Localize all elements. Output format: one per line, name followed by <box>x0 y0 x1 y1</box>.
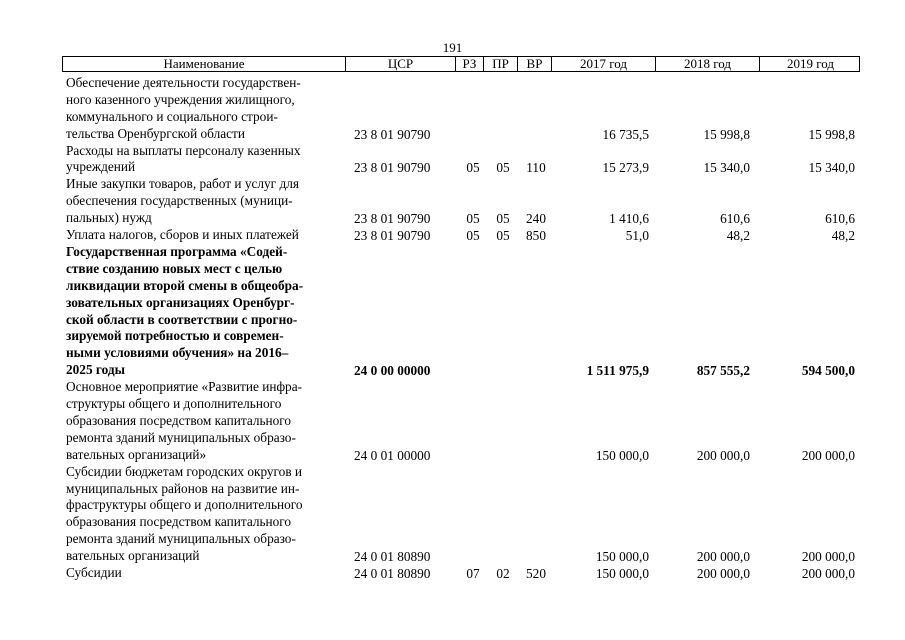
row-rz <box>462 447 484 464</box>
row-rz: 07 <box>466 565 480 581</box>
row-name <box>66 565 341 582</box>
table-row <box>0 244 905 379</box>
row-rz: 05 <box>466 211 480 227</box>
row-pr <box>492 362 514 379</box>
header-vr: ВР <box>518 57 552 71</box>
row-name-line: учреждений <box>66 159 136 175</box>
table-row <box>0 176 905 227</box>
table-row <box>0 227 905 244</box>
row-name <box>66 244 341 379</box>
row-vr <box>521 362 551 379</box>
row-rz <box>462 362 484 379</box>
page-number: 191 <box>442 40 463 55</box>
row-2019: 200 000,0 <box>801 447 855 463</box>
row-pr: 02 <box>496 565 510 581</box>
header-csr: ЦСР <box>346 57 456 71</box>
row-2019: 200 000,0 <box>801 549 855 565</box>
row-2018: 48,2 <box>726 227 750 243</box>
row-name-line: тельства Оренбургской области <box>66 125 245 141</box>
header-2017: 2017 год <box>552 57 656 71</box>
row-vr: 850 <box>526 227 546 243</box>
row-2018: 610,6 <box>720 211 750 227</box>
row-2019: 48,2 <box>831 227 855 243</box>
row-name-line: обеспечения государственных (муници- <box>66 193 293 209</box>
row-pr: 05 <box>496 160 510 176</box>
row-pr <box>492 447 514 464</box>
row-2018: 200 000,0 <box>696 447 750 463</box>
row-vr <box>521 548 551 565</box>
row-name-line: вательных организаций <box>66 548 200 564</box>
row-2018: 15 998,8 <box>703 126 750 142</box>
row-vr: 240 <box>526 211 546 227</box>
row-pr <box>492 548 514 565</box>
row-vr <box>521 447 551 464</box>
table-row <box>0 143 905 177</box>
row-name-line: Государственная программа «Содей- <box>66 243 288 259</box>
row-csr: 23 8 01 90790 <box>354 211 431 227</box>
row-name-line: ской области в соответствии с прогно- <box>66 311 298 327</box>
row-name-line: ликвидации второй смены в общеобра- <box>66 277 304 293</box>
row-name-line: Расходы на выплаты персоналу казенных <box>66 142 301 158</box>
row-rz: 05 <box>466 160 480 176</box>
row-vr: 110 <box>526 160 546 176</box>
row-csr: 23 8 01 90790 <box>354 227 431 243</box>
row-csr: 24 0 01 80890 <box>354 565 431 581</box>
row-name-line: 2025 годы <box>66 362 125 378</box>
row-2017: 15 273,9 <box>602 160 649 176</box>
row-name-line: ными условиями обучения» на 2016– <box>66 345 289 361</box>
header-rz: РЗ <box>456 57 484 71</box>
row-2018: 857 555,2 <box>696 363 750 379</box>
row-pr <box>492 126 514 143</box>
header-pr: ПР <box>484 57 518 71</box>
row-name-line: зовательных организациях Оренбург- <box>66 294 295 310</box>
table-row <box>0 75 905 143</box>
row-name-line: Субсидии бюджетам городских округов и <box>66 463 303 479</box>
row-name-line: Обеспечение деятельности государствен- <box>66 74 301 90</box>
row-2017: 1 511 975,9 <box>586 363 649 379</box>
row-2019: 15 998,8 <box>808 126 855 142</box>
row-name-line: Субсидии <box>66 565 122 581</box>
row-name <box>66 143 341 177</box>
row-2017: 150 000,0 <box>595 549 649 565</box>
row-rz <box>462 126 484 143</box>
row-name-line: Уплата налогов, сборов и иных платежей <box>66 227 299 243</box>
row-2019: 200 000,0 <box>801 565 855 581</box>
row-2017: 150 000,0 <box>595 447 649 463</box>
row-name-line: образования посредством капитального <box>66 412 292 428</box>
row-name <box>66 379 341 464</box>
row-name-line: коммунального и социального строи- <box>66 108 278 124</box>
row-2019: 610,6 <box>825 211 855 227</box>
row-rz: 05 <box>466 227 480 243</box>
row-2018: 200 000,0 <box>696 565 750 581</box>
row-2017: 16 735,5 <box>602 126 649 142</box>
table-row <box>0 464 905 565</box>
row-csr: 23 8 01 90790 <box>354 126 431 142</box>
row-name-line: пальных) нужд <box>66 210 152 226</box>
row-name <box>66 227 341 244</box>
row-2017: 1 410,6 <box>609 211 649 227</box>
table-header <box>62 56 860 72</box>
row-csr: 23 8 01 90790 <box>354 160 431 176</box>
row-name <box>66 464 341 565</box>
row-2017: 150 000,0 <box>595 565 649 581</box>
row-2018: 15 340,0 <box>703 160 750 176</box>
row-name-line: фраструктуры общего и дополнительного <box>66 497 303 513</box>
row-2017: 51,0 <box>625 227 649 243</box>
row-name-line: ствие созданию новых мест с целью <box>66 260 283 276</box>
row-vr <box>521 126 551 143</box>
row-name <box>66 75 341 143</box>
row-name-line: Иные закупки товаров, работ и услуг для <box>66 176 299 192</box>
row-name-line: ного казенного учреждения жилищного, <box>66 91 295 107</box>
row-name-line: ремонта зданий муниципальных образо- <box>66 429 296 445</box>
row-csr: 24 0 01 80890 <box>354 549 431 565</box>
header-name: Наименование <box>63 57 346 71</box>
header-2019: 2019 год <box>787 56 834 71</box>
row-pr: 05 <box>496 227 510 243</box>
row-name-line: зируемой потребностью и современ- <box>66 328 284 344</box>
row-name-line: вательных организаций» <box>66 446 207 462</box>
row-vr: 520 <box>526 565 546 581</box>
header-2018: 2018 год <box>656 57 760 71</box>
row-name-line: муниципальных районов на развитие ин- <box>66 480 300 496</box>
row-name <box>66 176 341 227</box>
row-name-line: образования посредством капитального <box>66 514 292 530</box>
row-name-line: Основное мероприятие «Развитие инфра- <box>66 379 303 395</box>
row-csr: 24 0 01 00000 <box>354 447 431 463</box>
table-row <box>0 565 905 582</box>
row-2019: 594 500,0 <box>801 363 855 379</box>
table-body <box>0 75 905 582</box>
table-row <box>0 379 905 464</box>
row-2019: 15 340,0 <box>808 160 855 176</box>
row-name-line: структуры общего и дополнительного <box>66 396 282 412</box>
row-2018: 200 000,0 <box>696 549 750 565</box>
row-name-line: ремонта зданий муниципальных образо- <box>66 531 296 547</box>
row-rz <box>462 548 484 565</box>
row-pr: 05 <box>496 211 510 227</box>
row-csr: 24 0 00 00000 <box>354 363 431 379</box>
